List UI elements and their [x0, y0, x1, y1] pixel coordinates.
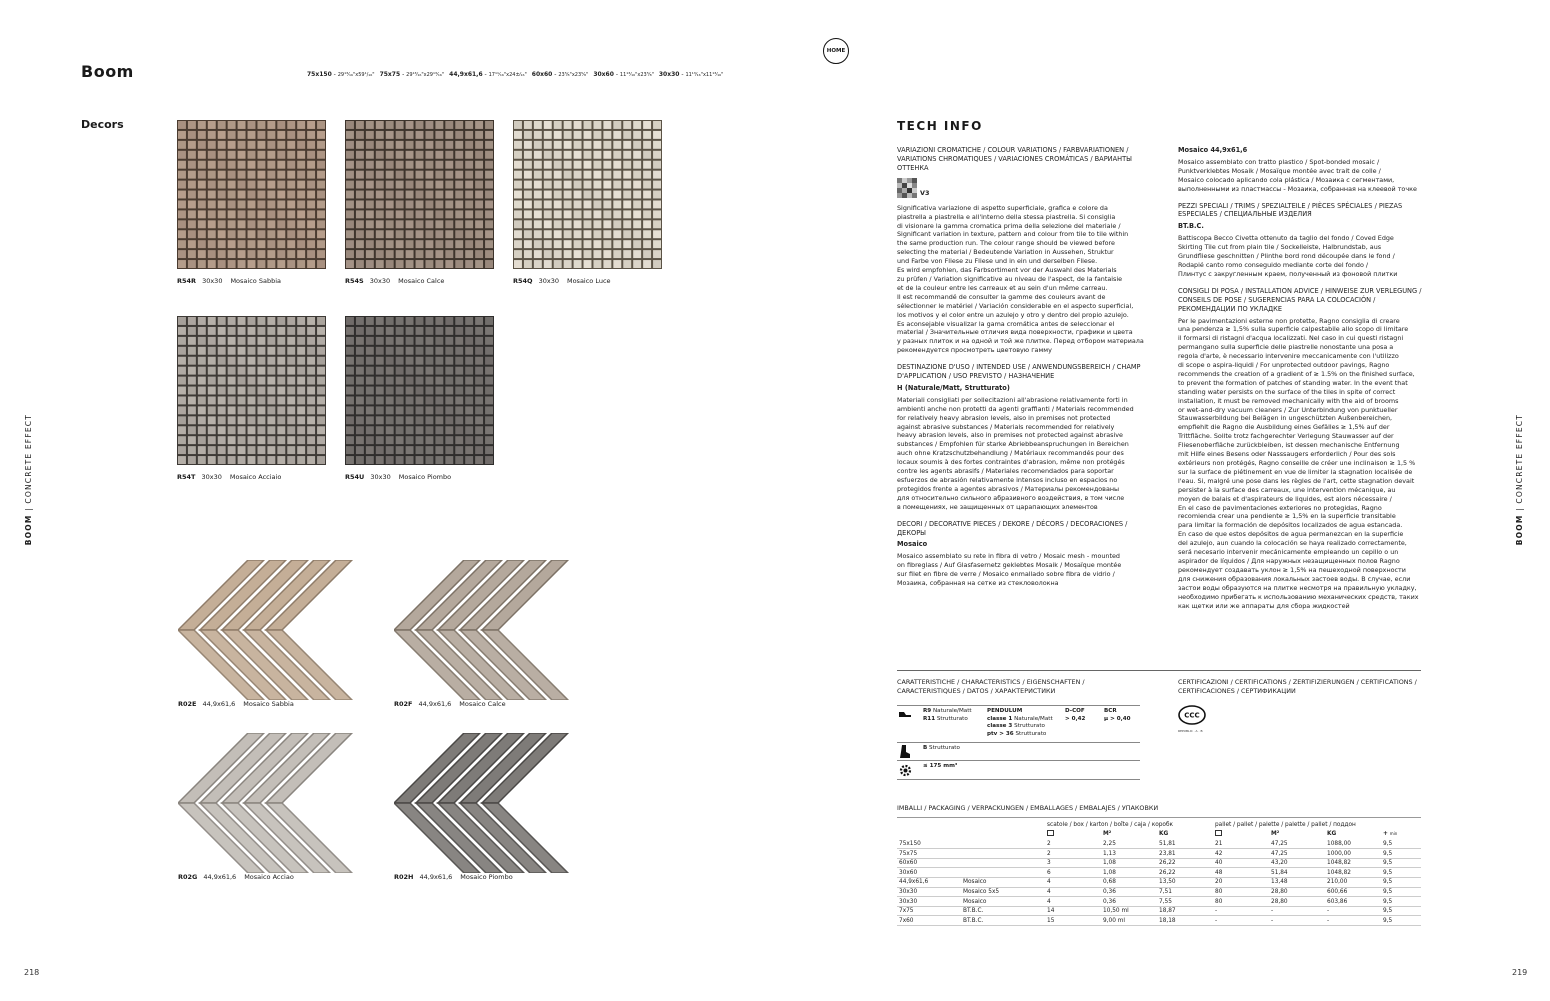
- product-size: 30x30: [201, 473, 222, 481]
- table-row: [897, 878, 1421, 888]
- table-cell: 9,5: [1381, 849, 1421, 859]
- table-cell: 600,66: [1325, 887, 1381, 897]
- boot-icon: [899, 745, 910, 758]
- mosaic-tile-image: [345, 120, 494, 269]
- table-cell: 9,5: [1381, 887, 1421, 897]
- table-cell: BT.B.C.: [961, 916, 1045, 926]
- table-cell: 2: [1045, 839, 1101, 849]
- variations-text: Significativa variazione di aspetto superficiale, grafica e colore da piastrella a piastrella e all'interno della stessa piastrella. Si consiglia di visionare la gamma cromatica prima della selezione del materiale / Significant variation in texture, pattern and colour from tile to tile within the same production run. The colour range should be viewed before selecting the material / Bedeutende Variation in Aussehen, Struktur und Farbe von Fliese zu Fliese und in ein und derselben Fliese. Es wird empfohlen, das Farbsortiment vor der Auswahl des Materials zu prüfen / Variation significative au niveau de l'aspect, de la fantaisie et de la couleur entre les carreaux et au sein d'un même carreau. Il est recommandé de consulter la gamme des couleurs avant de sélectionner le matériel / Variación considerable en el aspecto superficial, los motivos y el color entre un azulejo y otro y dentro del propio azulejo. Es aconsejable visualizar la gama cromática antes de seleccionar el material / Значительные отличия вида поверхности, графики и цвета у разных плиток и на одной и той же плитке. Перед отбором материала рекомендуется просмотреть цветовую гамму: [897, 203, 1144, 355]
- herringbone-tile-image: [178, 733, 358, 873]
- table-cell: 13,48: [1269, 878, 1325, 888]
- char-rule: [897, 779, 1140, 780]
- product-code: R02G: [178, 873, 198, 881]
- size-code: 30x30: [658, 71, 680, 78]
- table-cell: 75x75: [897, 849, 961, 859]
- herringbone-caption: [178, 873, 302, 881]
- product-name: Mosaico Calce: [459, 700, 506, 708]
- product-code: R54S: [345, 277, 364, 285]
- tech-column-left: [897, 146, 1147, 588]
- product-name: Mosaico Luce: [566, 277, 611, 285]
- table-cell: [961, 858, 1045, 868]
- table-cell: 603,86: [1325, 897, 1381, 907]
- table-row: [897, 868, 1421, 878]
- table-cell: 1,08: [1101, 858, 1157, 868]
- table-cell: -: [1269, 916, 1325, 926]
- install-heading: CONSIGLI DI POSA / INSTALLATION ADVICE / HINWEISE ZUR VERLEGUNG / CONSEILS DE POSE / SUGERENCIAS PARA LA COLOCACIÓN / РЕКОМЕНДАЦИИ ПО УКЛАДКЕ: [1178, 286, 1422, 313]
- table-cell: 9,5: [1381, 858, 1421, 868]
- table-cell: 1000,00: [1325, 849, 1381, 859]
- product-size: 30x30: [538, 277, 559, 285]
- box-icon: [1047, 830, 1054, 836]
- table-cell: 48: [1213, 868, 1269, 878]
- herringbone-tile-image: [394, 733, 574, 873]
- product-code: R02H: [394, 873, 414, 881]
- table-cell: 7x60: [897, 916, 961, 926]
- table-row: [897, 839, 1421, 849]
- size-code: 60x60: [531, 71, 553, 78]
- table-row: [897, 849, 1421, 859]
- mosaic-text: Mosaico assemblato con tratto plastico / Spot-bonded mosaic / Punktverklebtes Mosaik / Mosaïque montée avec trait de colle / Mosaico colocado aplicando cola plástica / Мозаика с сегментами, выполненными из пластмассы - Мозаика, собранная на клеевой точке: [1178, 157, 1417, 193]
- table-cell: 30x30: [897, 897, 961, 907]
- table-cell: 1,13: [1101, 849, 1157, 859]
- herringbone-caption: [394, 700, 514, 708]
- herringbone-caption: [394, 873, 521, 881]
- table-cell: 51,84: [1269, 868, 1325, 878]
- herringbone-tile-image: [394, 560, 574, 700]
- table-cell: 18,87: [1157, 906, 1213, 916]
- table-cell: 7x75: [897, 906, 961, 916]
- table-cell: 0,36: [1101, 897, 1157, 907]
- table-cell: 26,22: [1157, 868, 1213, 878]
- table-cell: 210,00: [1325, 878, 1381, 888]
- packaging-table: scatole / box / karton / boîte / caja / коробк pallet / pallet / palette / palette / pallet / поддон M² KG M² KG + min 75x150 2 2,25 51,81 21 47,25 1088,00 9,5 75x75 2 1,13 23,81 42 47,25 1000,00 9,5 60x60 3 1,08 26,22 40 43,20 1048,82 9,5 30x60 6 1,08 26,22 48 51,84 1048,82 9,5 44,9x61,6 Mosaico 4 0,68 13,50 20 13,48 210,00 9,5 30x30 Mosaico 5x5 4 0,36 7,51 80 28,80 600,66 9,5 30x30 Mosaico 4 0,36 7,55 80 28,80 603,86 9,5 7x75 BT.B.C. 14 10,50 ml 18,87 - - - 9,5 7x60 BT.B.C. 15 9,00 ml 18,18 - - - 9,5: [897, 820, 1421, 926]
- table-cell: 9,5: [1381, 878, 1421, 888]
- char-rule: [897, 705, 1140, 706]
- table-row: [897, 858, 1421, 868]
- product-size: 30x30: [370, 473, 391, 481]
- table-row: [897, 906, 1421, 916]
- table-cell: 4: [1045, 887, 1101, 897]
- product-size: 30x30: [369, 277, 391, 285]
- product-size: 44,9x61,6: [419, 873, 453, 881]
- variations-heading: VARIAZIONI CROMATICHE / COLOUR VARIATIONS / FARBVARIATIONEN / VARIATIONS CHROMATIQUES / VARIACIONES CROMÁTICAS / ВАРИАНТЫ ОТТЕНКА: [897, 146, 1132, 172]
- table-cell: 80: [1213, 897, 1269, 907]
- use-text: Materiali consigliati per sollecitazioni all'abrasione relativamente forti in ambienti anche non protetti da agenti graffianti / Materials recommended for relatively heavy abrasion levels, also in premises not protected against abrasive substances / Materials recommended for relatively heavy abrasion levels, also in premises not protected against abrasive substances / Empfohlen für starke Abriebbeanspruchungen in Bereichen auch ohne Kratzschutzbehandlung / Matériaux recommandés pour des locaux soumis à des fortes contraintes d'abrasion, même non protégés contre les agents abrasifs / Materiales recomendados para soportar esfuerzos de abrasión relativamente intensos incluso en espacios no protegidos frente a agentes abrasivos / Материалы рекомендованы для относительно сильного абразивного воздействия, в том числе в помещениях, не защищенных от царапающих элементов: [897, 395, 1134, 511]
- table-cell: 44,9x61,6: [897, 878, 961, 888]
- gear-icon: [899, 764, 912, 777]
- table-cell: Mosaico: [961, 897, 1045, 907]
- table-cell: 13,50: [1157, 878, 1213, 888]
- certifications-heading: CERTIFICAZIONI / CERTIFICATIONS / ZERTIFIZIERUNGEN / CERTIFICATIONS / CERTIFICACIONES / СЕРТИФИКАЦИИ: [1178, 678, 1417, 695]
- size-inch: 11¹³⁄₁₆"x23⁵⁄₈": [619, 72, 654, 78]
- mosaic-tile-image: [177, 120, 326, 269]
- shoe-icon: [898, 710, 912, 718]
- product-code: R54R: [177, 277, 197, 285]
- table-cell: 10,50 ml: [1101, 906, 1157, 916]
- install-text: Per le pavimentazioni esterne non protette, Ragno consiglia di creare una pendenza ≥ 1,5% sulla superficie calpestabile allo scopo di limitare il formarsi di ristagni d'acqua localizzati. Nel caso in cui questi ristagni permangano sulla superficie delle piastrelle nonostante una posa a regola d'arte, è necessario intervenire meccanicamente con l'utilizzo di scope o aspira-liquidi / For unprotected outdoor pavings, Ragno recommends the creation of a gradient of ≥ 1.5% on the finished surface, to prevent the formation of patches of standing water. In the event that standing water persists on the surface of the tiles in spite of correct installation, it must be removed mechanically with the aid of brooms or wet-and-dry vacuum cleaners / Zur Unterbindung von punktueller Stauwasserbildung bei Belägen in ungeschützten Außenbereichen, empfiehlt die Ragno die Ausbildung eines Gefälles ≥ 1,5% auf der Trittfläche. Sollte trotz fachgerechter Verlegung Stauwasser auf der Fliesenoberfläche zurückbleiben, ist dessen mechanische Entfernung mit Hilfe eines Besens oder Nasssaugers erforderlich / Pour des sols extérieurs non protégés, Ragno conseille de créer une inclinaison ≥ 1,5 % sur la surface de piétinement en vue de limiter la stagnation localisée de l'eau. Si, malgré une pose dans les règles de l'art, cette stagnation devait persister à la surface des carreaux, une intervention mécanique, au moyen de balais et d'aspirateurs de liquides, est alors nécessaire / En el caso de pavimentaciones exteriores no protegidas, Ragno recomienda crear una pendiente ≥ 1,5% en la superficie transitable para limitar la formación de depósitos localizados de agua estancada. En caso de que estos depósitos de agua permanezcan en la superficie del azulejo, aun cuando la colocación se haya realizado correctamente, será necesario intervenir mecánicamente empleando un cepillo o un aspirador de líquidos / Для наружных незащищенных полов Ragno рекомендует создавать уклон ≥ 1,5% на пешеходной поверхности для снижения образования локальных застоев воды. В случае, если застои воды образуются на плитке несмотря на правильную укладку, необходимо прибегать к использованию механических средств, таких как щетки или же аппараты для сбора жидкостей: [1178, 316, 1419, 610]
- table-cell: 28,80: [1269, 897, 1325, 907]
- box-header: scatole / box / karton / boîte / caja / коробк: [1047, 821, 1174, 828]
- table-cell: 9,00 ml: [1101, 916, 1157, 926]
- special-heading: PEZZI SPECIALI / TRIMS / SPEZIALTEILE / PIÈCES SPÉCIALES / PIEZAS ESPECIALES / СПЕЦИАЛЬНЫЕ ИЗДЕЛИЯ: [1178, 201, 1403, 219]
- ccc-logo: [1178, 705, 1206, 733]
- table-cell: BT.B.C.: [961, 906, 1045, 916]
- decor-subheading: Mosaico: [897, 540, 928, 549]
- table-cell: 1048,82: [1325, 868, 1381, 878]
- table-cell: 26,22: [1157, 858, 1213, 868]
- ccc-certification-icon: [1178, 705, 1206, 725]
- table-cell: 4: [1045, 878, 1101, 888]
- use-subheading: H (Naturale/Matt, Strutturato): [897, 383, 1010, 392]
- side-label-left: BOOM | CONCRETE EFFECT: [24, 414, 33, 546]
- mosaic-caption: [513, 277, 619, 285]
- size-code: 44,9x61,6: [449, 71, 483, 78]
- table-cell: 4: [1045, 897, 1101, 907]
- side-label-right: BOOM | CONCRETE EFFECT: [1515, 414, 1524, 546]
- table-cell: 2,25: [1101, 839, 1157, 849]
- size-inch: 23⁵⁄₈"x23⁵⁄₈": [558, 72, 589, 78]
- table-cell: 42: [1213, 849, 1269, 859]
- ccc-logo-caption: REPUBLIC · A · B: [1178, 729, 1203, 733]
- product-code: R54T: [177, 473, 196, 481]
- char-rule: [897, 742, 1140, 743]
- table-cell: 30x60: [897, 868, 961, 878]
- table-row: [897, 897, 1421, 907]
- product-name: Mosaico Sabbia: [243, 700, 294, 708]
- table-cell: 30x30: [897, 887, 961, 897]
- table-cell: 9,5: [1381, 839, 1421, 849]
- table-cell: Mosaico: [961, 878, 1045, 888]
- table-cell: 2: [1045, 849, 1101, 859]
- variation-grade: V3: [920, 188, 930, 197]
- page-number-left: 218: [24, 968, 40, 977]
- table-cell: -: [1325, 906, 1381, 916]
- table-cell: 0,36: [1101, 887, 1157, 897]
- table-cell: 20: [1213, 878, 1269, 888]
- home-button[interactable]: HOME: [823, 38, 849, 64]
- packaging-rule: [897, 817, 1421, 818]
- table-cell: 60x60: [897, 858, 961, 868]
- mosaic-tile-image: [513, 120, 662, 269]
- product-code: R54U: [345, 473, 365, 481]
- table-cell: 9,5: [1381, 897, 1421, 907]
- table-cell: 47,25: [1269, 839, 1325, 849]
- product-name: Mosaico Piombo: [398, 473, 452, 481]
- mosaic-caption: [345, 473, 459, 481]
- table-cell: 14: [1045, 906, 1101, 916]
- table-cell: 7,51: [1157, 887, 1213, 897]
- herringbone-caption: [178, 700, 302, 708]
- table-cell: 1048,82: [1325, 858, 1381, 868]
- special-subheading: BT.B.C.: [1178, 222, 1204, 231]
- color-variation-icon: [897, 178, 917, 198]
- plus-icon: +: [1383, 831, 1388, 838]
- decor-text: Mosaico assemblato su rete in fibra di vetro / Mosaic mesh - mounted on fibreglass / Auf Glasfasernetz geklebtes Mosaik / Mosaïque montée sur filet en fibre de verre / Mosaico enmallado sobre fibra de vidrio / Мозаика, собранная на сетке из стекловолокна: [897, 552, 1122, 588]
- section-divider: [897, 670, 1421, 671]
- table-cell: 9,5: [1381, 916, 1421, 926]
- mosaic-caption: [177, 277, 289, 285]
- pallet-icon: [1215, 830, 1222, 836]
- table-cell: 6: [1045, 868, 1101, 878]
- size-list: 75x150 - 29¹³⁄₁₆"x59¹/₁₆" 75x75 - 29¹³⁄₁₆"x29¹³⁄₁₆" 44,9x61,6 - 17¹¹⁄₁₆"x24±⁄₁₆" 60x60 - 23⁵⁄₈"x23⁵⁄₈" 30x60 - 11¹³⁄₁₆"x23⁵⁄₈" 30x30 - 11¹³⁄₁₆"x11¹³⁄₁₆": [307, 71, 724, 78]
- table-cell: 80: [1213, 887, 1269, 897]
- size-inch: 29¹³⁄₁₆"x59¹/₁₆": [337, 72, 375, 78]
- tech-info-title: TECH INFO: [897, 119, 983, 133]
- size-code: 75x150: [307, 71, 332, 78]
- table-cell: [961, 849, 1045, 859]
- table-cell: [961, 839, 1045, 849]
- table-cell: 3: [1045, 858, 1101, 868]
- table-cell: 28,80: [1269, 887, 1325, 897]
- herringbone-tile-image: [178, 560, 358, 700]
- table-cell: 0,68: [1101, 878, 1157, 888]
- product-size: 44,9x61,6: [418, 700, 452, 708]
- product-size: 30x30: [202, 277, 223, 285]
- page-title: Boom: [81, 62, 134, 81]
- product-name: Mosaico Calce: [398, 277, 445, 285]
- size-code: 75x75: [379, 71, 401, 78]
- product-name: Mosaico Acciao: [244, 873, 294, 881]
- table-row: [897, 916, 1421, 926]
- product-name: Mosaico Sabbia: [230, 277, 281, 285]
- table-cell: 21: [1213, 839, 1269, 849]
- mosaic-caption: [345, 277, 452, 285]
- table-cell: -: [1213, 906, 1269, 916]
- section-decors-label: Decors: [81, 118, 124, 131]
- table-cell: 18,18: [1157, 916, 1213, 926]
- special-text: Battiscopa Becco Civetta ottenuto da taglio del fondo / Coved Edge Skirting Tile cut from plain tile / Sockelleiste, Halbrundstab, aus Grundfliese geschnitten / Plinthe bord rond découpée dans le fond / Rodapié canto romo conseguido mediante corte del fondo / Плинтус с закругленным краем, полученный из фоновой плитки: [1178, 234, 1398, 278]
- product-size: 44,9x61,6: [203, 873, 237, 881]
- product-name: Mosaico Piombo: [460, 873, 513, 881]
- size-inch: 17¹¹⁄₁₆"x24±⁄₁₆": [488, 72, 527, 78]
- pallet-header: pallet / pallet / palette / palette / pallet / поддон: [1215, 821, 1356, 828]
- svg-text:CCC: CCC: [1184, 711, 1200, 720]
- mosaic-caption: [177, 473, 289, 481]
- tech-column-right: [1178, 146, 1428, 610]
- mosaic-tile-image: [345, 316, 494, 465]
- size-code: 30x60: [593, 71, 614, 78]
- product-code: R02F: [394, 700, 413, 708]
- table-cell: 40: [1213, 858, 1269, 868]
- mosaic-tile-image: [177, 316, 326, 465]
- mosaic-subheading: Mosaico 44,9x61,6: [1178, 146, 1248, 154]
- table-cell: 15: [1045, 916, 1101, 926]
- table-cell: 7,55: [1157, 897, 1213, 907]
- table-cell: 23,81: [1157, 849, 1213, 859]
- table-cell: 47,25: [1269, 849, 1325, 859]
- table-cell: -: [1325, 916, 1381, 926]
- table-cell: 51,81: [1157, 839, 1213, 849]
- product-size: 44,9x61,6: [202, 700, 236, 708]
- table-cell: -: [1269, 906, 1325, 916]
- table-cell: [961, 868, 1045, 878]
- use-heading: DESTINAZIONE D'USO / INTENDED USE / ANWENDUNGSBEREICH / CHAMP D'APPLICATION / USO PREVISTO / НАЗНАЧЕНИЕ: [897, 363, 1141, 381]
- decor-heading: DECORI / DECORATIVE PIECES / DEKORE / DÉCORS / DECORACIONES / ДЕКОРЫ: [897, 519, 1128, 537]
- table-cell: Mosaico 5x5: [961, 887, 1045, 897]
- product-name: Mosaico Acciaio: [229, 473, 282, 481]
- table-cell: 75x150: [897, 839, 961, 849]
- table-row: [897, 887, 1421, 897]
- page-number-right: 219: [1512, 968, 1528, 977]
- product-code: R54Q: [513, 277, 533, 285]
- size-inch: 29¹³⁄₁₆"x29¹³⁄₁₆": [406, 72, 445, 78]
- char-rule: [897, 760, 1140, 761]
- product-code: R02E: [178, 700, 197, 708]
- table-cell: 1,08: [1101, 868, 1157, 878]
- table-cell: 9,5: [1381, 868, 1421, 878]
- packaging-heading: IMBALLI / PACKAGING / VERPACKUNGEN / EMBALLAGES / EMBALAJES / УПАКОВКИ: [897, 804, 1159, 812]
- table-cell: 43,20: [1269, 858, 1325, 868]
- table-cell: 1088,00: [1325, 839, 1381, 849]
- characteristics-heading: CARATTERISTICHE / CHARACTERISTICS / EIGENSCHAFTEN / CARACTERISTIQUES / DATOS / ХАРАКТЕРИСТИКИ: [897, 678, 1085, 695]
- size-inch: 11¹³⁄₁₆"x11¹³⁄₁₆": [685, 72, 724, 78]
- table-cell: -: [1213, 916, 1269, 926]
- table-cell: 9,5: [1381, 906, 1421, 916]
